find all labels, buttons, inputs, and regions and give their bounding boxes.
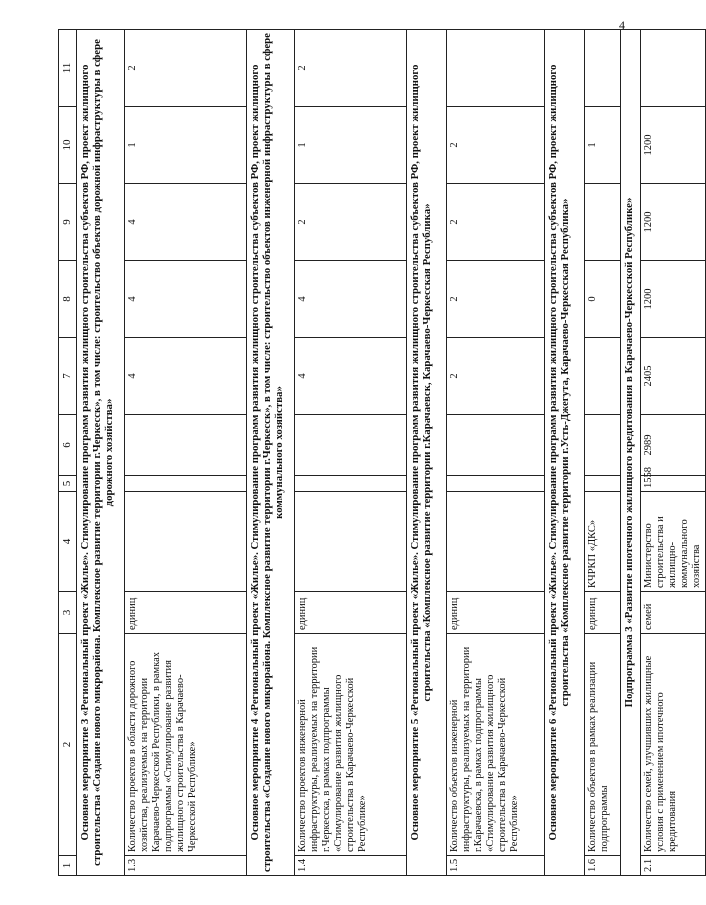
value-c5 (124, 476, 246, 492)
value-c7: 4 (124, 338, 246, 415)
value-c7 (584, 338, 620, 415)
table-row (584, 30, 620, 876)
value-c6 (294, 415, 406, 476)
value-c10: 1 (124, 107, 246, 184)
table-row (640, 30, 705, 876)
row-number: 2.1 (640, 856, 705, 876)
value-c8: 4 (124, 261, 246, 338)
value-c6 (446, 415, 544, 476)
value-c5 (446, 476, 544, 492)
column-number-7: 7 (59, 338, 77, 415)
indicator-name: Количество объектов в рамках реализации подпрограммы (584, 634, 620, 856)
row-number: 1.4 (294, 856, 406, 876)
value-c11: 2 (294, 30, 406, 107)
value-c9 (584, 184, 620, 261)
value-c10: 1200 (640, 107, 705, 184)
section-title-row (620, 30, 640, 876)
unit-cell: семей (640, 592, 705, 634)
value-c11 (584, 30, 620, 107)
section-title: Подпрограмма 3 «Развитие ипотечного жилищного кредитования в Карачаево-Черкесской Республике» (620, 30, 640, 876)
value-c11 (446, 30, 544, 107)
value-c8: 0 (584, 261, 620, 338)
column-number-4: 4 (59, 492, 77, 592)
executor-cell (124, 492, 246, 592)
column-number-row (59, 30, 77, 876)
value-c8: 1200 (640, 261, 705, 338)
table-row (294, 30, 406, 876)
value-c8: 4 (294, 261, 406, 338)
indicator-name: Количество проектов в области дорожного хозяйства, реализуемых на территории Карачаево-Черкесской Республики, в рамках подпрограммы «Стимулирование развития жилищного строительства в Карачаево-Черкесской Республике» (124, 634, 246, 856)
row-number: 1.6 (584, 856, 620, 876)
section-title-row (246, 30, 294, 876)
value-c10: 1 (294, 107, 406, 184)
value-c6 (584, 415, 620, 476)
executor-cell: КЧРКП «ДКС» (584, 492, 620, 592)
executor-cell (446, 492, 544, 592)
indicators-table (58, 29, 706, 876)
value-c5 (584, 476, 620, 492)
column-number-10: 10 (59, 107, 77, 184)
value-c6 (124, 415, 246, 476)
table-container (58, 30, 702, 876)
page-number: 4 (619, 18, 625, 32)
value-c10: 2 (446, 107, 544, 184)
value-c7: 2 (446, 338, 544, 415)
section-title: Основное мероприятие 3 «Региональный проект «Жилье». Стимулирование программ развития жилищного строительства субъектов РФ, проект жилищного строительства «Создание нового микрорайона. Комплексное развитие территории г.Черкесск», в том числе: строительство объектов дорожной инфраструктуры в сфере дорожного хозяйства» (76, 30, 124, 876)
value-c7: 2405 (640, 338, 705, 415)
value-c9: 2 (446, 184, 544, 261)
table-row (446, 30, 544, 876)
section-title: Основное мероприятие 5 «Региональный проект «Жилье». Стимулирование программ развития жилищного строительства субъектов РФ, проект жилищного строительства «Комплексное развитие территории г.Карачаевск, Карачаево-Черкесская Республика» (406, 30, 446, 876)
column-number-5: 5 (59, 476, 77, 492)
value-c11 (640, 30, 705, 107)
value-c9: 2 (294, 184, 406, 261)
indicator-name: Количество проектов инженерной инфраструктуры, реализуемых на территории г.Черкесска, в рамках подпрограммы «Стимулирование развития жилищного строительства в Карачаево-Черкесской Республике» (294, 634, 406, 856)
column-number-11: 11 (59, 30, 77, 107)
column-number-1: 1 (59, 856, 77, 876)
unit-cell: единиц (124, 592, 246, 634)
column-number-3: 3 (59, 592, 77, 634)
value-c5: 1558 (640, 476, 705, 492)
unit-cell: единиц (294, 592, 406, 634)
table-row (124, 30, 246, 876)
section-title: Основное мероприятие 6 «Региональный проект «Жилье». Стимулирование программ развития жилищного строительства субъектов РФ, проект жилищного строительства «Комплексное развитие территории г.Усть-Джегута, Карачаево-Черкесская Республика» (544, 30, 584, 876)
row-number: 1.5 (446, 856, 544, 876)
value-c5 (294, 476, 406, 492)
value-c6: 2989 (640, 415, 705, 476)
indicator-name: Количество объектов инженерной инфраструктуры, реализуемых на территории г.Карачаевска, в рамках подпрограммы «Стимулирование развития жилищного строительства в Карачаево-Черкесской Республике» (446, 634, 544, 856)
value-c7: 4 (294, 338, 406, 415)
section-title-row (544, 30, 584, 876)
column-number-6: 6 (59, 415, 77, 476)
rotated-table-frame (58, 30, 702, 876)
row-number: 1.3 (124, 856, 246, 876)
value-c11: 2 (124, 30, 246, 107)
section-title-row (76, 30, 124, 876)
executor-cell (294, 492, 406, 592)
value-c9: 1200 (640, 184, 705, 261)
column-number-2: 2 (59, 634, 77, 856)
unit-cell: единиц (446, 592, 544, 634)
section-title: Основное мероприятие 4 «Региональный проект «Жилье». Стимулирование программ развития жилищного строительства субъектов РФ, проект жилищного строительства «Создание нового микрорайона. Комплексное развитие территории г.Черкесск», в том числе: строительство объектов инженерной инфраструктуры в сфере коммунального хозяйства» (246, 30, 294, 876)
unit-cell: единиц (584, 592, 620, 634)
value-c8: 2 (446, 261, 544, 338)
column-number-9: 9 (59, 184, 77, 261)
value-c9: 4 (124, 184, 246, 261)
executor-cell: Министерство строительства и жилищно-коммунального хозяйства (640, 492, 705, 592)
section-title-row (406, 30, 446, 876)
column-number-8: 8 (59, 261, 77, 338)
value-c10: 1 (584, 107, 620, 184)
indicator-name: Количество семей, улучшивших жилищные условия с применением ипотечного кредитования (640, 634, 705, 856)
